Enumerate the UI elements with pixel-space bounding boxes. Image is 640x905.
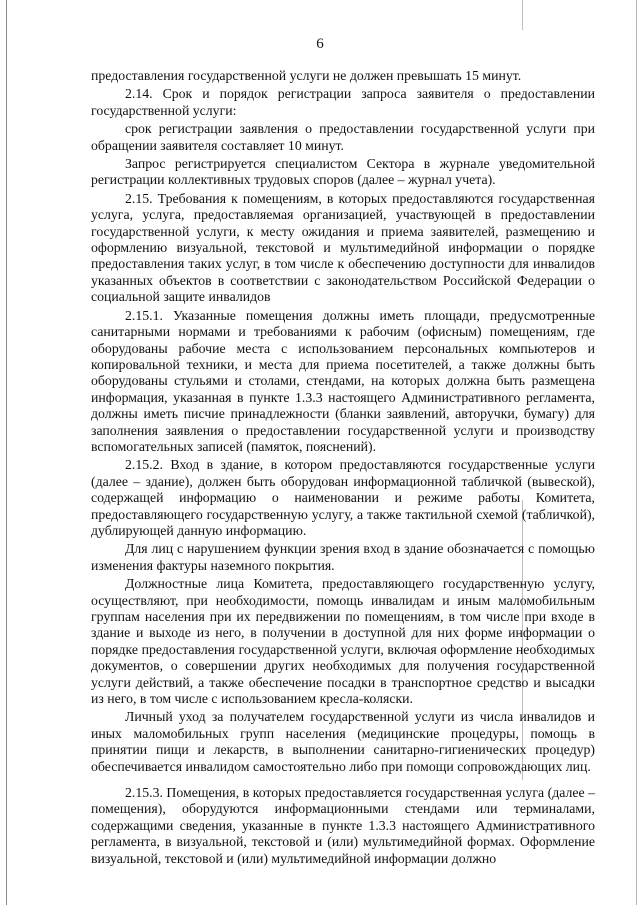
paragraph: Для лиц с нарушением функции зрения вход в здание обозначается с помощью изменения фактуры наземного покрытия. <box>91 541 595 573</box>
paragraph: Личный уход за получателем государственной услуги из числа инвалидов и иных маломобильных групп населения (медицинские процедуры, помощь в принятии пищи и лекарств, в выполнении санитарно-гигиенических процедур) обеспечивается инвалидом самостоятельно либо при помощи сопровождающих лиц. <box>91 709 595 774</box>
paragraph: 2.15.2. Вход в здание, в котором предоставляются государственные услуги (далее – здание), должен быть оборудован информационной табличкой (вывеской), содержащей информацию о наименовании и режиме работы Комитета, предоставляющего государственную услугу, а также тактильной схемой (табличкой), дублирующей данную информацию. <box>91 457 595 538</box>
paragraph: Должностные лица Комитета, предоставляющего государственную услугу, осуществляют, при необходимости, помощь инвалидам и иным маломобильным группам населения при их передвижении по помещениям, в том числе при входе в здание и выходе из него, в получении в доступной для них форме информации о порядке предоставления государственной услуги, включая оформление необходимых документов, о совершении других необходимых для получения государственной услуги действий, а также обеспечение посадки в транспортное средство и высадки из него, в том числе с использованием кресла-коляски. <box>91 576 595 707</box>
scan-edge-right <box>636 0 637 905</box>
scan-fold-mark <box>522 0 523 30</box>
paragraph: 2.15. Требования к помещениям, в которых предоставляются государственная услуга, услуга, предоставляемая организацией, участвующей в предоставлении государственной услуги, к месту ожидания и приема заявителей, размещению и оформлению визуальной, текстовой и мультимедийной информации о порядке предоставления таких услуг, в том числе к обеспечению доступности для инвалидов указанных объектов в соответствии с законодательством Российской Федерации о социальной защите инвалидов <box>91 190 595 305</box>
paragraph: срок регистрации заявления о предоставлении государственной услуги при обращении заявителя составляет 10 минут. <box>91 121 595 153</box>
scan-edge-left <box>6 0 7 905</box>
document-body <box>91 68 595 867</box>
paragraph: Запрос регистрируется специалистом Сектора в журнале уведомительной регистрации коллективных трудовых споров (далее – журнал учета). <box>91 156 595 188</box>
paragraph: 2.14. Срок и порядок регистрации запроса заявителя о предоставлении государственной услуги: <box>91 86 595 118</box>
paragraph: 2.15.3. Помещения, в которых предоставляется государственная услуга (далее – помещения), оборудуются информационными стендами или терминалами, содержащими сведения, указанные в пункте 1.3.3 настоящего Административного регламента, в визуальной, текстовой и (или) мультимедийной формах. Оформление визуальной, текстовой и (или) мультимедийной информации должно <box>91 785 595 866</box>
paragraph: предоставления государственной услуги не должен превышать 15 минут. <box>91 68 522 83</box>
paragraph: 2.15.1. Указанные помещения должны иметь площади, предусмотренные санитарными нормами и требованиями к рабочим (офисным) помещениям, где оборудованы рабочие места с использованием персональных компьютеров и копировальной техники, и места для приема посетителей, а также должны быть оборудованы стульями и столами, стендами, на которых должна быть размещена информация, указанная в пункте 1.3.3 настоящего Административного регламента, должны иметь писчие принадлежности (бланки заявлений, авторучки, бумагу) для заполнения заявления о предоставлении государственной услуги и производству вспомогательных записей (памяток, пояснений). <box>91 307 595 454</box>
page-number: 6 <box>316 36 324 52</box>
